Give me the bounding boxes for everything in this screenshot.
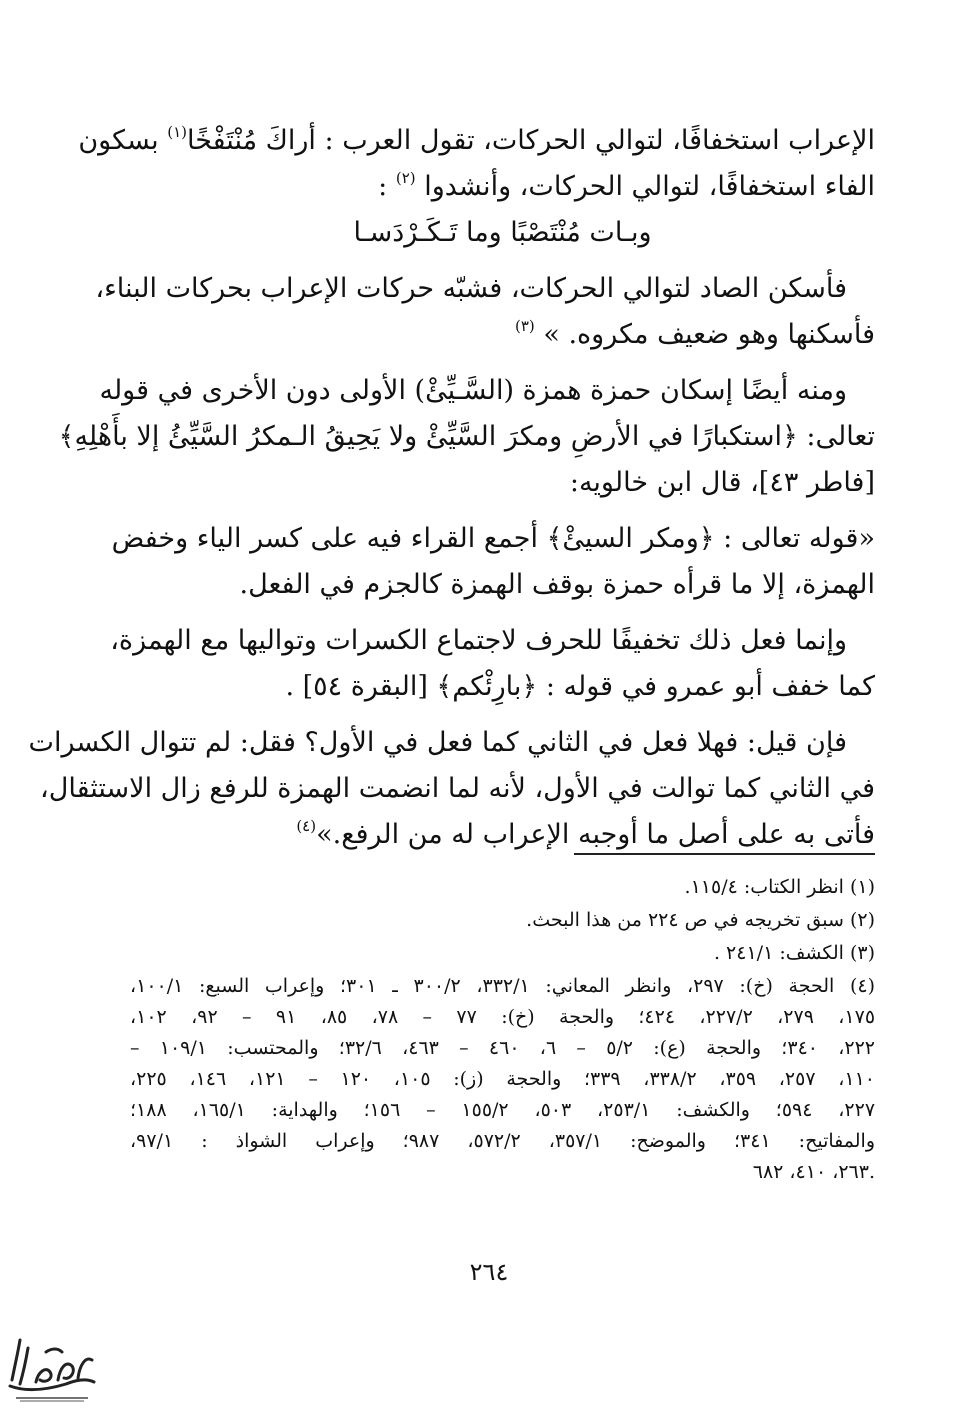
text-segment: كما خفف أبو عمرو في قوله : ﴿بارِئْكم﴾ [البقرة ٥٤] . bbox=[285, 671, 875, 702]
text-line bbox=[130, 164, 875, 210]
text-segment: : bbox=[378, 171, 388, 202]
text-line bbox=[78, 118, 875, 164]
text-segment: [فاطر ٤٣]، قال ابن خالويه: bbox=[569, 467, 875, 498]
text-segment: الفاء استخفافًا، لتوالي الحركات، وأنشدوا bbox=[424, 171, 875, 202]
text-segment: فأسكنها وهو ضعيف مكروه. » bbox=[543, 319, 875, 350]
footnote: (٢) سبق تخريجه في ص ٢٢٤ من هذا البحث. bbox=[526, 909, 875, 931]
text-line bbox=[130, 312, 875, 358]
text-segment: فأتى به على أصل ما أوجبه الإعراب له من الرفع.» bbox=[316, 819, 875, 850]
footnote-continuation: ٢٢٢، ٣٤٠؛ والحجة (ع): ٥/٢ – ٦، ٤٦٠ – ٤٦٣، ٣٢/٦؛ والمحتسب: ١٠٩/١ – bbox=[130, 1037, 876, 1059]
text-segment: الإعراب استخفافًا، لتوالي الحركات، تقول العرب : أراكَ مُنْتَفْخًا bbox=[186, 125, 875, 156]
footnote: (١) انظر الكتاب: ١١٥/٤. bbox=[684, 876, 875, 898]
footnote: (٣) الكشف: ٢٤١/١ . bbox=[713, 942, 875, 964]
text-segment: فإن قيل: فهلا فعل في الثاني كما فعل في الأول؟ فقل: لم تتوال الكسرات bbox=[28, 727, 847, 758]
text-segment: بسكون bbox=[78, 125, 159, 156]
footnote-marker: (٢) bbox=[395, 169, 416, 187]
footnote: (٤) الحجة (خ): ٢٩٧، وانظر المعاني: ٣٣٢/١، ٣٠٠/٢ ـ ٣٠١؛ وإعراب السبع: ١٠٠/١، bbox=[130, 975, 875, 997]
verse-text: وبـات مُنْتَصْبًا وما تَـكَـرْدَسـا bbox=[353, 217, 652, 248]
text-line bbox=[28, 720, 875, 766]
footnote-separator bbox=[574, 853, 875, 855]
footnote-continuation: ٢٦٣، ٤١٠، ٦٨٢. bbox=[752, 1161, 875, 1183]
text-line bbox=[95, 266, 875, 312]
library-stamp-icon bbox=[6, 1330, 98, 1406]
text-line bbox=[58, 414, 875, 460]
poetry-verse bbox=[130, 210, 875, 256]
footnote-marker: (٣) bbox=[514, 317, 535, 335]
text-segment: في الثاني كما توالت في الأول، لأنه لما انضمت الهمزة للرفع زال الاستثقال، bbox=[40, 773, 875, 804]
quran-verse-text: تعالى: ﴿استكبارًا في الأرضِ ومكرَ السَّيِّئْ ولا يَحِيقُ الـمكرُ السَّيِّئُ إلا بأَهْلِهِ﴾ bbox=[58, 421, 875, 452]
text-segment: «قوله تعالى : ﴿ومكر السيئْ﴾ أجمع القراء فيه على كسر الياء وخفض bbox=[111, 523, 875, 554]
text-segment: وإنما فعل ذلك تخفيفًا للحرف لاجتماع الكسرات وتواليها مع الهمزة، bbox=[110, 625, 847, 656]
text-line bbox=[130, 664, 875, 710]
text-segment: ومنه أيضًا إسكان حمزة همزة (السَّـيِّئْ) الأولى دون الأخرى في قوله bbox=[99, 375, 847, 406]
text-segment: الهمزة، إلا ما قرأه حمزة بوقف الهمزة كالجزم في الفعل. bbox=[239, 569, 875, 600]
footnote-continuation: ١١٠، ٢٥٧، ٣٥٩، ٣٣٨/٢، ٣٣٩؛ والحجة (ز): ١٠٥، ١٢٠ – ١٢١، ١٤٦، ٢٢٥، bbox=[130, 1068, 875, 1090]
text-line bbox=[99, 368, 875, 414]
footnote-continuation: ٢٢٧، ٥٩٤؛ والكشف: ٢٥٣/١، ٥٠٣، ١٥٥/٢ – ١٥٦؛ والهداية: ١٦٥/١، ١٨٨؛ bbox=[130, 1099, 876, 1121]
text-segment: فأسكن الصاد لتوالي الحركات، فشبّه حركات الإعراب بحركات البناء، bbox=[95, 273, 847, 304]
text-line bbox=[111, 516, 875, 562]
footnote-continuation: والمفاتيح: ٣٤١؛ والموضح: ٣٥٧/١، ٥٧٢/٢، ٩٨٧؛ وإعراب الشواذ : ٩٧/١، bbox=[130, 1130, 875, 1152]
text-line bbox=[130, 460, 875, 506]
footnotes bbox=[130, 872, 875, 1188]
text-line bbox=[130, 812, 875, 858]
main-text bbox=[28, 118, 875, 858]
text-line bbox=[110, 618, 875, 664]
footnote-continuation: ١٧٥، ٢٧٩، ٢٢٧/٢، ٤٢٤؛ والحجة (خ): ٧٧ – ٧٨، ٨٥، ٩١ – ٩٢، ١٠٢، bbox=[130, 1006, 876, 1028]
text-line bbox=[40, 766, 875, 812]
text-line bbox=[130, 562, 875, 608]
footnote-marker: (١) bbox=[167, 123, 187, 141]
footnote-marker: (٤) bbox=[296, 817, 317, 835]
page-number: ٢٦٤ bbox=[469, 1258, 509, 1286]
